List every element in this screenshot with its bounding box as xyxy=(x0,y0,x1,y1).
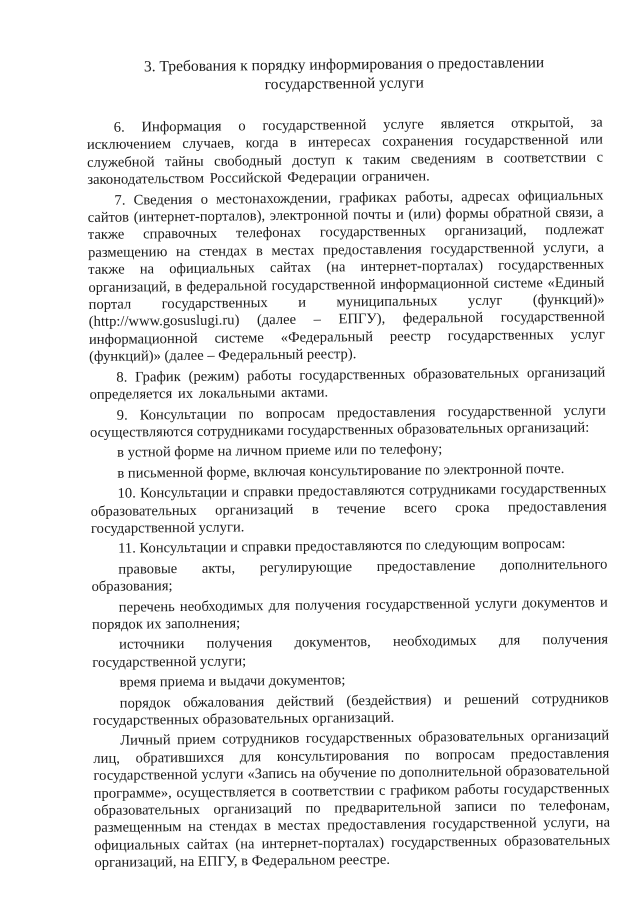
document-content xyxy=(86,53,611,876)
paragraph-7: 7. Сведения о местонахождении, графиках работы, адресах официальных сайтов (интернет-порталов), электронной почты и (или) формы обратной связи, а также справочных телефонах государственных организаций, подлежат размещению на стендах в местах предоставления государственной услуги, а также на официальных сайтах (на интернет-порталах) государственных организаций, в федеральной государственной информационной системе «Единый портал государственных и муниципальных услуг (функций)» (http://www.gosuslugi.ru) (далее – ЕПГУ), федеральной государственной информационной системе «Федеральный реестр государственных услуг (функций)» (далее – Федеральный реестр). xyxy=(87,187,606,366)
paragraph-9: 9. Консультации по вопросам предоставления государственной услуги осуществляются сотрудниками государственных образовательных организаций: xyxy=(89,402,606,441)
section-heading-line-2: государственной услуги xyxy=(264,74,424,94)
paragraph-11: 11. Консультации и справки предоставляются по следующим вопросам: xyxy=(118,536,566,558)
document-body xyxy=(87,115,611,873)
paragraph-11-item-documents-list: перечень необходимых для получения государственной услуги документов и порядок их заполнения; xyxy=(91,594,608,633)
paragraph-11-item-appeal-procedure: порядок обжалования действий (бездействия) и решений сотрудников государственных образовательных организаций. xyxy=(92,690,609,729)
paragraph-11-item-document-sources: источники получения документов, необходимых для получения государственной услуги; xyxy=(92,631,609,671)
paragraph-8: 8. График (режим) работы государственных образовательных организаций определяется их локальными актами. xyxy=(89,364,606,404)
paragraph-11-item-legal-acts: правовые акты, регулирующие предоставление дополнительного образования; xyxy=(91,556,608,596)
paragraph-6: 6. Информация о государственной услуге является открытой, за исключением случаев, когда в интересах сохранения государственной или служебной тайны свободный доступ к таким сведениям в соответствии с законодательством Российской Федерации ограничен. xyxy=(86,114,604,189)
section-heading xyxy=(86,53,602,96)
paragraph-11-item-reception-time: время приема и выдачи документов; xyxy=(119,672,346,691)
paragraph-9-item-oral: в устной форме на личном приеме или по телефону; xyxy=(117,441,443,462)
paragraph-9-item-written: в письменной форме, включая консультирование по электронной почте. xyxy=(117,460,565,482)
paragraph-10: 10. Консультации и справки предоставляются сотрудниками государственных образовательных организаций в течение всего срока предоставления государственной услуги. xyxy=(90,480,607,537)
section-heading-line-1: 3. Требования к порядку информирования о предоставлении xyxy=(143,54,545,76)
paragraph-personal-reception: Личный прием сотрудников государственных образовательных организаций лиц, обратившихся для консультирования по вопросам предоставления государственной услуги «Запись на обучение по дополнительной образовательной программе», осуществляется в соответствии с графиком работы государственных образовательных организаций по предварительной записи по телефонам, размещенным на стендах в местах предоставления государственной услуги, на официальных сайтах (на интернет-порталах) государственных образовательных организаций, на ЕПГУ, в Федеральном реестре. xyxy=(93,727,611,872)
